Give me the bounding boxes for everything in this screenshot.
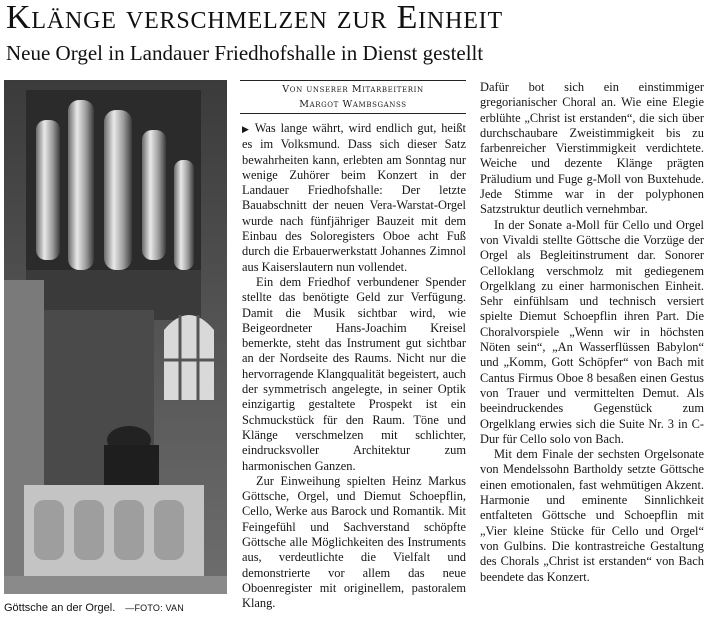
- paragraph-2: Ein dem Friedhof verbundener Spender stellte das benötigte Geld zur Verfügung. Damit die Musik sichtbar wird, wie Beigeordneter Hans-Joachim Kreisel bemerkte, steht das Instrument gut sichtbar an der Nordseite des Raums. Nicht nur die hervorragende Klangqualität begeistert, auch der symmetrisch angelegte, in seiner Optik einzigartig gestaltete Prospekt ist ein Schmuckstück für den Raum. Töne und Klänge verschmelzen mit schlichter, eindrucksvoller Architektur zum harmonischen Ganzen.: [242, 274, 466, 473]
- paragraph-1-text: Was lange währt, wird endlich gut, heißt es im Volksmund. Dass sich dieser Satz bewahrheiten kann, erlebten am Sonntag nur wenige Zuhörer beim Konzert in der Landauer Friedhofshalle: Der letzte Bauabschnitt der neuen Vera-Warstat-Orgel wurde nach fünfjähriger Bauzeit mit dem Einbau des Soloregisters Oboe acht Fuß durch die Erbauerwerkstatt Johannes Zimnol aus Kaiserslautern nun vollendet.: [242, 121, 466, 274]
- photo-caption: [4, 600, 230, 616]
- subheadline: Neue Orgel in Landauer Friedhofshalle in Dienst gestellt: [6, 41, 484, 65]
- paragraph-1: [242, 121, 466, 275]
- paragraph-marker-icon: ▶: [242, 124, 251, 134]
- paragraph-6: Mit dem Finale der sechsten Orgelsonate von Mendelssohn Bartholdy setzte Göttsche einen emotionalen, fast wehmütigen Akzent. Harmonie und eminente Sinnlichkeit entfalteten Göttsche und Schoepflin mit „Vier kleine Stücke für Cello und Orgel“ von Gulbins. Die kontrastreiche Gestaltung des Chorals „Christ ist erstanden“ von Bach beendete das Konzert.: [480, 447, 704, 584]
- headline: Klänge verschmelzen zur Einheit: [6, 0, 503, 36]
- byline-role: Von unserer Mitarbeiterin: [282, 84, 424, 95]
- photo-credit: —FOTO: VAN: [125, 603, 184, 613]
- article-column-2: [480, 80, 704, 616]
- paragraph-3: Zur Einweihung spielten Heinz Markus Göttsche, Orgel, und Diemut Schoepflin, Cello, Werke aus Barock und Romantik. Mit Feingefühl und Sachverstand schöpfte Göttsche alle Möglichkeiten des Instruments aus, verdeutlichte die Vielfalt und demonstrierte vor allem das neue Oboenregister mit originellem, pastoralem Klang.: [242, 473, 466, 611]
- byline-author: Margot Wambsganss: [299, 99, 407, 110]
- article-column-1: [242, 121, 466, 616]
- byline: [240, 80, 466, 114]
- paragraph-5: In der Sonate a-Moll für Cello und Orgel von Vivaldi stellte Göttsche die Vorzüge der Orgel als Begleitinstrument dar. Sonorer Celloklang verschmolz mit gediegenem Orgelklang zu einer harmonischen Einheit. Sehr einfühlsam und technisch versiert spielte Diemut Schoepflin ihren Part. Die Choralvorspiele „Wenn wir in höchsten Nöten sein“, „An Wasserflüssen Babylon“ und „Komm, Gott Schöpfer“ von Bach mit Cantus Firmus Oboe 8 besaßen einen Gestus von Trauer und vermittelten Demut. Als beeindruckendes Gegenstück zum Orgelklang erwies sich die Suite Nr. 3 in C-Dur für Cello solo von Bach.: [480, 217, 704, 446]
- organ-photo: [4, 80, 227, 594]
- paragraph-4: Dafür bot sich ein einstimmiger gregorianischer Choral an. Wie eine Elegie erblühte „Christ ist erstanden“, die sich über durchschaubare Zweistimmigkeit bis zu farbenreicher Vierstimmigkeit verdichtete. Weiche und dezente Klänge prägten Präludium und Fuge g-Moll von Buxtehude. Jede Stimme war in der polyphonen Satzstruktur deutlich vernehmbar.: [480, 80, 704, 217]
- caption-text: Göttsche an der Orgel.: [4, 602, 116, 614]
